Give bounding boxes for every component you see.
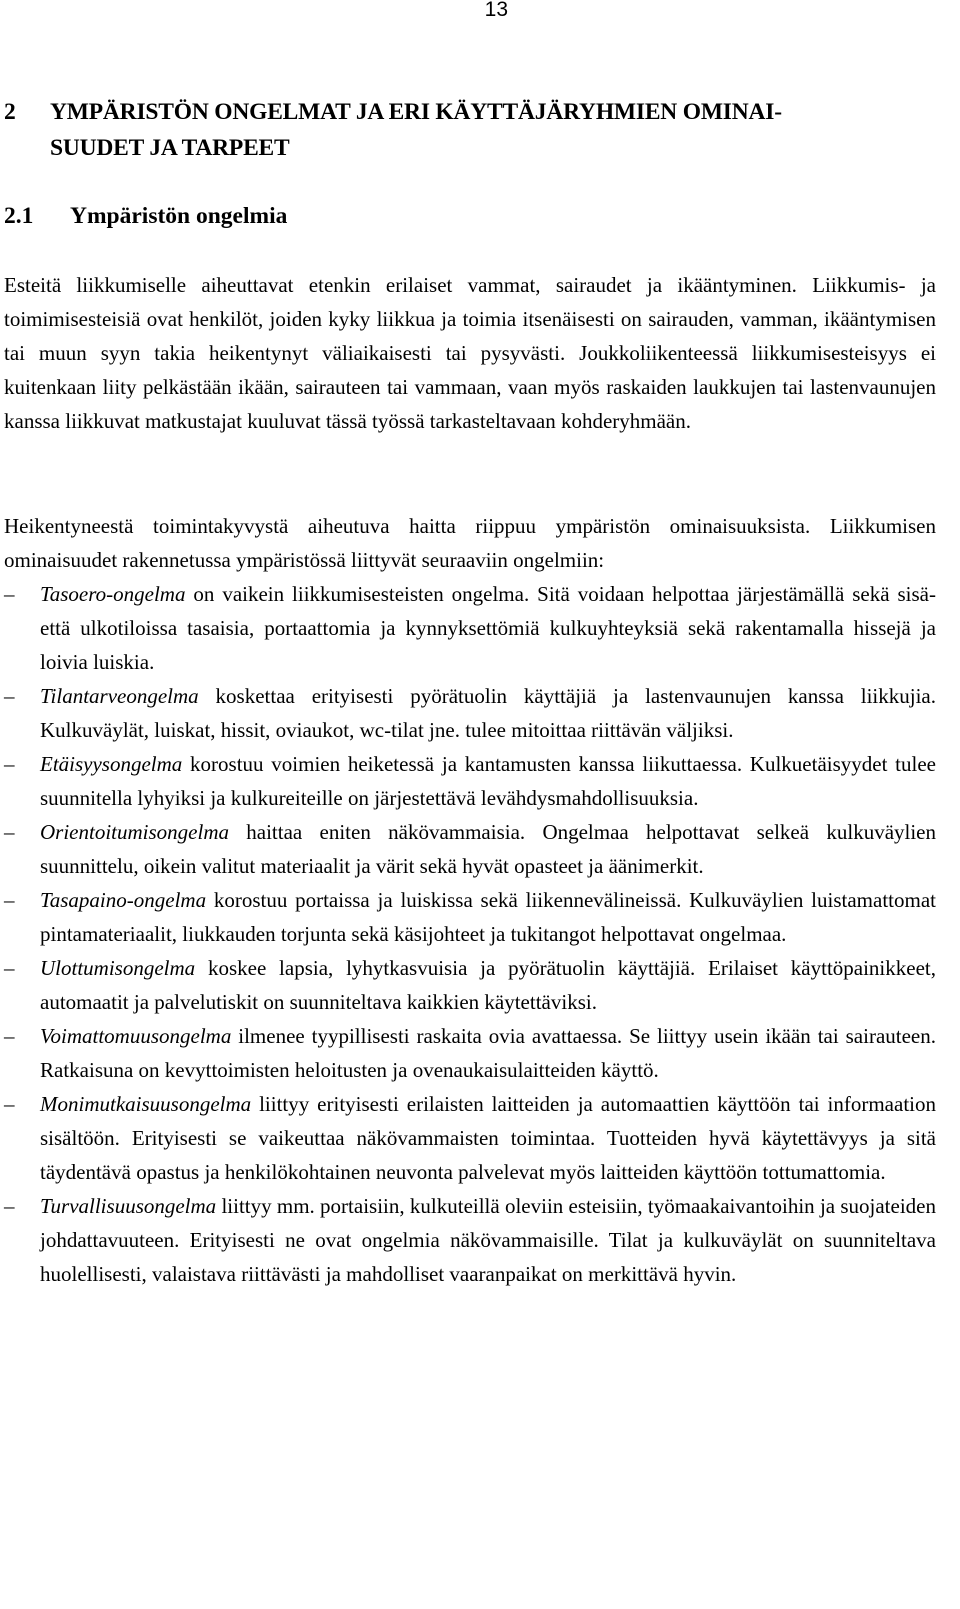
chapter-title-line1: YMPÄRISTÖN ONGELMAT JA ERI KÄYTTÄJÄRYHMIEN OMINAI- <box>50 99 782 125</box>
dash-bullet: – <box>4 1024 15 1048</box>
paragraph-text: Esteitä liikkumiselle aiheuttavat etenkin erilaiset vammat, sairaudet ja ikääntyminen. Liikkumis- ja toimimisesteisiä ovat henkilöt, joiden kyky liikkua ja toimia itsenäisesti on sairauden, vamman, ikääntymisen tai muun syyn takia heikentynyt väliaikaisesti tai pysyvästi. Joukkoliikenteessä liikkumisesteisyys ei kuitenkaan liity pelkästään ikään, sairauteen tai vammaan, vaan myös raskaiden laukkujen tai lastenvaunujen kanssa liikkuvat matkustajat kuuluvat tässä työssä tarkasteltavaan kohderyhmään. <box>4 273 936 433</box>
dash-bullet: – <box>4 956 15 980</box>
problem-term: Turvallisuusongelma <box>40 1194 217 1218</box>
problem-description: koskee lapsia, lyhytkasvuisia ja pyörätuolin käyttäjiä. Erilaiset käyttöpainikkeet, automaatit ja palvelutiskit on suunniteltava kaikkien käytettäviksi. <box>40 956 936 1014</box>
list-item <box>4 815 936 883</box>
dash-bullet: – <box>4 582 15 606</box>
dash-bullet: – <box>4 684 15 708</box>
problem-term: Voimattomuusongelma <box>40 1024 232 1048</box>
section-number: 2.1 <box>4 203 34 229</box>
chapter-title-line2: SUUDET JA TARPEET <box>50 135 290 161</box>
problem-term: Monimutkaisuusongelma <box>40 1092 252 1116</box>
problem-term: Tasapaino-ongelma <box>40 888 207 912</box>
problem-description: korostuu voimien heiketessä ja kantamusten kanssa liikuttaessa. Kulkuetäisyydet tulee suunnitella lyhyiksi ja kulkureiteille on järjestettävä levähdysmahdollisuuksia. <box>40 752 936 810</box>
list-item <box>4 951 936 1019</box>
problem-description: liittyy mm. portaisiin, kulkuteillä oleviin esteisiin, työmaakaivantoihin ja suojateiden johdattavuuteen. Erityisesti ne ovat ongelmia näkövammaisille. Tilat ja kulkuväylät on suunniteltava huolellisesti, valaistava riittävästi ja mahdolliset vaaranpaikat on merkittävä hyvin. <box>40 1194 936 1286</box>
problem-description: ilmenee tyypillisesti raskaita ovia avattaessa. Se liittyy usein ikään tai sairauteen. Ratkaisuna on kevyttoimisten heloitusten ja ovenaukaisulaitteiden käyttö. <box>40 1024 936 1082</box>
dash-bullet: – <box>4 752 15 776</box>
list-item <box>4 577 936 679</box>
problem-description: on vaikein liikkumisesteisten ongelma. Sitä voidaan helpottaa järjestämällä sekä sisä- että ulkotiloissa tasaisia, portaattomia ja kynnyksettömiä kulkuyhteyksiä sekä rakentamalla hissejä ja loivia luiskia. <box>40 582 936 674</box>
problem-description: haittaa eniten näkövammaisia. Ongelmaa helpottavat selkeä kulkuväylien suunnittelu, oikein valitut materiaalit ja värit sekä hyvät opasteet ja äänimerkit. <box>40 820 936 878</box>
problem-term: Orientoitumisongelma <box>40 820 229 844</box>
problems-section <box>4 509 936 1291</box>
problem-term: Tilantarveongelma <box>40 684 199 708</box>
section-heading <box>4 198 287 234</box>
list-item <box>4 1189 936 1291</box>
problem-term: Ulottumisongelma <box>40 956 196 980</box>
section-title: Ympäristön ongelmia <box>70 203 288 229</box>
page-number: 13 <box>484 0 508 21</box>
list-item <box>4 1019 936 1087</box>
problem-term: Etäisyysongelma <box>40 752 183 776</box>
chapter-number: 2 <box>4 99 16 125</box>
dash-bullet: – <box>4 1194 15 1218</box>
problem-description: koskettaa erityisesti pyörätuolin käyttäjiä ja lastenvaunujen kanssa liikkujia. Kulkuväylät, luiskat, hissit, oviaukot, wc-tilat jne. tulee mitoittaa riittävän väljiksi. <box>40 684 936 742</box>
problems-list <box>4 577 936 1291</box>
chapter-heading <box>4 94 944 166</box>
dash-bullet: – <box>4 820 15 844</box>
list-item <box>4 679 936 747</box>
intro-paragraph <box>4 268 936 438</box>
list-item <box>4 883 936 951</box>
problems-intro-paragraph: Heikentyneestä toimintakyvystä aiheutuva haitta riippuu ympäristön ominaisuuksista. Liikkumisen ominaisuudet rakennetussa ympäristössä liittyvät seuraaviin ongelmiin: <box>4 514 936 572</box>
list-item <box>4 1087 936 1189</box>
dash-bullet: – <box>4 1092 15 1116</box>
problem-term: Tasoero-ongelma <box>40 582 186 606</box>
dash-bullet: – <box>4 888 15 912</box>
problem-description: liittyy erityisesti erilaisten laitteiden ja automaattien käyttöön tai informaation sisältöön. Erityisesti se vaikeuttaa näkövammaisten toimintaa. Tuotteiden hyvä käytettävyys ja sitä täydentävä opastus ja henkilökohtainen neuvonta palvelevat myös laitteiden käyttöön tottumattomia. <box>40 1092 936 1184</box>
list-item <box>4 747 936 815</box>
problem-description: korostuu portaissa ja luiskissa sekä liikennevälineissä. Kulkuväylien luistamattomat pintamateriaalit, liukkauden torjunta sekä käsijohteet ja tukitangot helpottavat ongelmaa. <box>40 888 936 946</box>
